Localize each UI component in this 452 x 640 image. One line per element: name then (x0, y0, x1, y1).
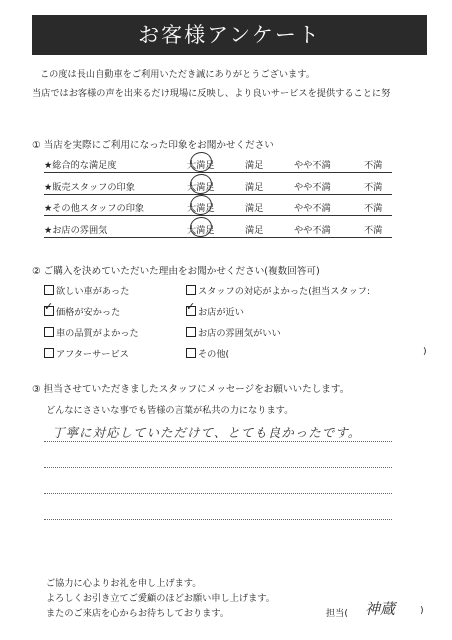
q2-option[interactable]: お店の雰囲気がいい (186, 325, 281, 339)
survey-title: お客様アンケート (32, 15, 427, 55)
q1-option[interactable]: やや不満 (294, 182, 331, 193)
q1-option[interactable]: 大満足 (187, 225, 215, 236)
checkmark-icon: ✓ (186, 300, 196, 313)
row-divider (44, 215, 392, 216)
q3-heading: ③ 担当させていただきましたスタッフにメッセージをお願いいたします。 (32, 384, 350, 395)
checkmark-icon: ✓ (44, 300, 54, 313)
q2-option[interactable]: 車の品質がよかった (44, 325, 139, 339)
checkbox[interactable] (186, 327, 196, 337)
q1-row-label: ★販売スタッフの印象 (44, 182, 135, 193)
q2-option[interactable]: ✓ お店が近い (186, 300, 244, 318)
q1-option[interactable]: 不満 (364, 203, 383, 214)
q1-option[interactable]: やや不満 (294, 160, 331, 171)
handwritten-message[interactable]: 丁寧に対応していただけて、とても良かったです。 (52, 425, 362, 440)
q1-option[interactable]: 大満足 (187, 182, 215, 193)
closing-line-3: またのご来店を心からお待ちしております。 (46, 608, 230, 619)
q2-option[interactable]: 欲しい車があった (44, 283, 129, 297)
row-divider (44, 237, 392, 238)
checkbox-checked[interactable] (44, 300, 54, 316)
q2-option[interactable]: スタッフの対応がよかった(担当スタッフ: (186, 283, 396, 297)
intro-line-1: この度は長山自動車をご利用いただき誠にありがとうございます。 (40, 69, 315, 80)
q2-heading: ② ご購入を決めていただいた理由をお聞かせください(複数回答可) (32, 266, 320, 277)
writing-line (44, 467, 392, 468)
q1-option[interactable]: やや不満 (294, 225, 331, 236)
q1-option[interactable]: 不満 (364, 182, 383, 193)
q1-option[interactable]: 不満 (364, 160, 383, 171)
staff-close-paren: ) (420, 605, 424, 616)
q2-option[interactable]: アフターサービス (44, 346, 129, 360)
q1-option[interactable]: 大満足 (187, 160, 215, 171)
q1-option[interactable]: 不満 (364, 225, 383, 236)
q1-heading: ① 当店を実際にご利用になった印象をお聞かせください (32, 140, 274, 151)
q1-option[interactable]: 大満足 (187, 203, 215, 214)
q1-row-label: ★その他スタッフの印象 (44, 203, 145, 214)
q1-row-label: ★総合的な満足度 (44, 160, 117, 171)
q1-row-label: ★お店の雰囲気 (44, 225, 108, 236)
intro-line-2: 当店ではお客様の声を出来るだけ現場に反映し、より良いサービスを提供することに努 (32, 88, 391, 99)
staff-label: 担当( (326, 608, 348, 619)
row-divider (44, 194, 392, 195)
closing-line-1: ご協力に心よりお礼を申し上げます。 (46, 578, 202, 589)
staff-name-handwritten[interactable]: 神蔵 (365, 600, 396, 618)
checkbox-checked[interactable] (186, 300, 196, 316)
q2-option[interactable]: ✓ 価格が安かった (44, 300, 121, 318)
q3-subtext: どんなにささいな事でも皆様の言葉が私共の力になります。 (46, 405, 294, 416)
checkbox[interactable] (186, 285, 196, 295)
writing-line (44, 519, 392, 520)
q1-option[interactable]: 満足 (245, 182, 264, 193)
writing-line (44, 493, 392, 494)
row-divider (44, 172, 392, 173)
other-close-paren: ) (423, 346, 427, 357)
writing-line (44, 441, 392, 442)
q1-option[interactable]: 満足 (245, 203, 264, 214)
q1-option[interactable]: 満足 (245, 225, 264, 236)
q2-option[interactable]: その他( (186, 346, 229, 360)
checkbox[interactable] (44, 327, 54, 337)
checkbox[interactable] (186, 348, 196, 358)
closing-line-2: よろしくお引き立てご愛顧のほどお願い申し上げます。 (46, 593, 275, 604)
q1-option[interactable]: やや不満 (294, 203, 331, 214)
checkbox[interactable] (44, 285, 54, 295)
q1-option[interactable]: 満足 (245, 160, 264, 171)
checkbox[interactable] (44, 348, 54, 358)
